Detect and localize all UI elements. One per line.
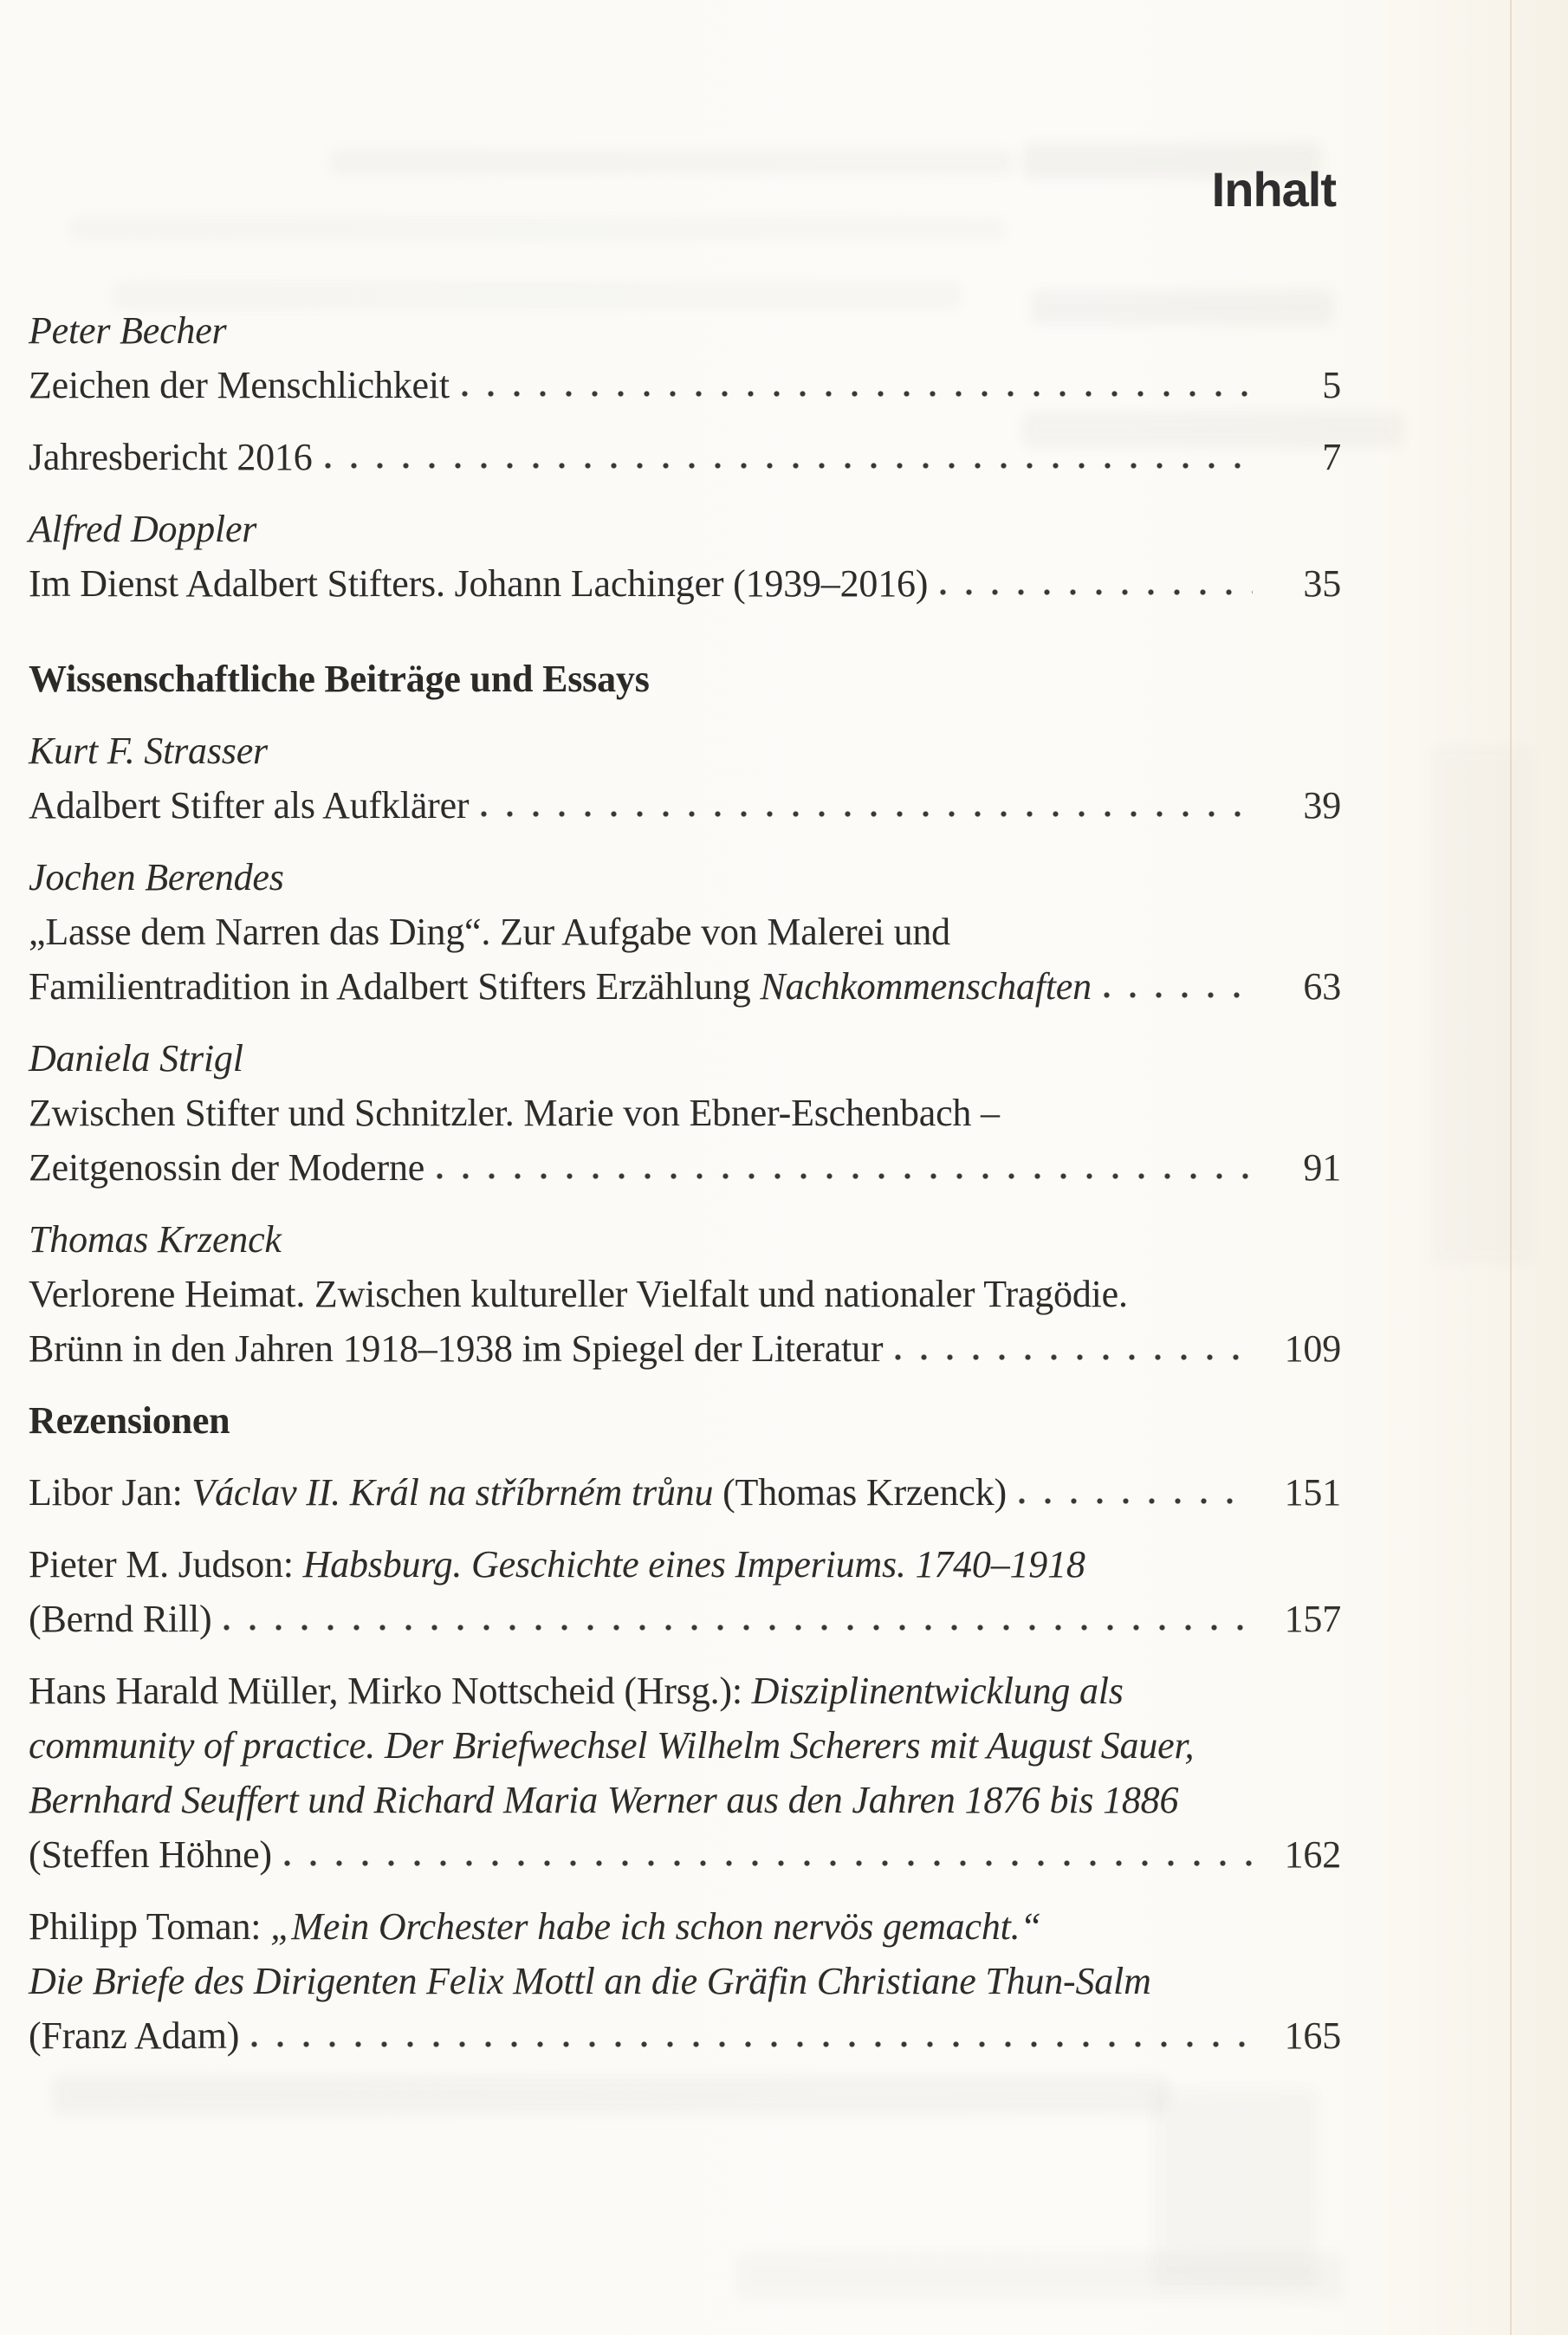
entry-reviewer: (Bernd Rill) (29, 1598, 212, 1640)
entry-continuation (29, 1899, 1341, 1954)
dot-leader (224, 1624, 1253, 1631)
toc-entry (29, 2008, 1341, 2063)
toc-entry (29, 1592, 1341, 1646)
author-line (29, 502, 1341, 556)
toc-entry (29, 959, 1341, 1014)
entry-title-italic: Nachkommenschaften (760, 965, 1092, 1008)
author-line (29, 723, 1341, 778)
section-heading-text: Wissenschaftliche Beiträge und Essays (29, 658, 650, 700)
bleed-through-smudge (52, 2075, 1170, 2115)
entry-title-italic: community of practice. Der Briefwechsel Wilhelm Scherers mit August Sauer, (29, 1724, 1195, 1767)
bleed-through-smudge (1152, 2088, 1317, 2287)
entry-continuation (29, 1537, 1341, 1592)
page-number: 63 (1303, 965, 1341, 1008)
entry-title-italic: Habsburg. Geschichte eines Imperiums. 1740–1918 (302, 1543, 1085, 1586)
page-number: 109 (1284, 1327, 1341, 1370)
toc-entry (29, 1827, 1341, 1882)
entry-continuation (29, 1773, 1341, 1827)
toc-entry (29, 358, 1341, 412)
entry-title-italic: Die Briefe des Dirigenten Felix Mottl an die Gräfin Christiane Thun-Salm (29, 1960, 1151, 2002)
toc-entry (29, 556, 1341, 611)
author-line (29, 1031, 1341, 1086)
entry-title: Philipp Toman: (29, 1905, 271, 1948)
bleed-through-smudge (736, 2253, 1343, 2300)
dot-leader (940, 588, 1253, 596)
author-line (29, 1212, 1341, 1267)
page-number: 91 (1303, 1146, 1341, 1189)
toc-entry (29, 430, 1341, 484)
entry-title: Hans Harald Müller, Mirko Nottscheid (Hrsg.): (29, 1670, 752, 1712)
entry-title-italic: „Mein Orchester habe ich schon nervös gemacht.“ (270, 1905, 1041, 1948)
dot-leader (895, 1353, 1253, 1361)
toc-entry (29, 778, 1341, 833)
entry-reviewer: (Franz Adam) (29, 2014, 240, 2057)
page-number: 39 (1303, 784, 1341, 827)
dot-leader (325, 462, 1253, 470)
entry-title-italic: Václav II. Král na stříbrném trůnu (191, 1471, 714, 1514)
entry-title: Brünn in den Jahren 1918–1938 im Spiegel der Literatur (29, 1327, 884, 1370)
dot-leader (1019, 1497, 1253, 1505)
page-number: 162 (1284, 1833, 1341, 1876)
entry-title-italic: Bernhard Seuffert und Richard Maria Werner aus den Jahren 1876 bis 1886 (29, 1779, 1179, 1821)
page-title: Inhalt (1211, 162, 1336, 217)
dot-leader (462, 390, 1253, 398)
entry-reviewer: (Steffen Höhne) (29, 1833, 272, 1876)
entry-title: Jahresbericht 2016 (29, 436, 313, 478)
page-number: 151 (1284, 1471, 1341, 1514)
entry-continuation (29, 1954, 1341, 2008)
page-number: 157 (1284, 1598, 1341, 1640)
dot-leader (481, 810, 1253, 818)
entry-title: Adalbert Stifter als Aufklärer (29, 784, 470, 827)
section-heading (29, 652, 1341, 706)
section-heading-text: Rezensionen (29, 1399, 230, 1442)
dot-leader (284, 1859, 1253, 1867)
toc-content (29, 162, 1341, 2063)
entry-title: „Lasse dem Narren das Ding“. Zur Aufgabe von Malerei und (29, 911, 950, 953)
entry-title-italic: Disziplinentwicklung als (751, 1670, 1124, 1712)
entry-title: Zeichen der Menschlichkeit (29, 364, 450, 406)
entry-continuation (29, 905, 1341, 959)
author-line (29, 850, 1341, 905)
toc-entry (29, 1321, 1341, 1376)
author-name: Daniela Strigl (29, 1037, 243, 1080)
entry-title: Libor Jan: (29, 1471, 192, 1514)
page-number: 7 (1322, 436, 1341, 478)
entry-continuation (29, 1086, 1341, 1140)
author-line (29, 303, 1341, 358)
author-name: Thomas Krzenck (29, 1218, 282, 1261)
toc-entry (29, 1465, 1341, 1520)
entry-title: Familientradition in Adalbert Stifters Erzählung (29, 965, 761, 1008)
entry-continuation (29, 1664, 1341, 1718)
author-name: Kurt F. Strasser (29, 730, 268, 772)
dot-leader (437, 1172, 1253, 1180)
entry-title: Verlorene Heimat. Zwischen kultureller Vielfalt und nationaler Tragödie. (29, 1273, 1128, 1315)
page-number: 165 (1284, 2014, 1341, 2057)
page-number: 35 (1303, 562, 1341, 605)
author-name: Alfred Doppler (29, 508, 257, 550)
bleed-through-smudge (1429, 745, 1533, 1265)
entry-reviewer: (Thomas Krzenck) (713, 1471, 1007, 1514)
entry-title: Zwischen Stifter und Schnitzler. Marie von Ebner-Eschenbach – (29, 1092, 1000, 1134)
entry-title: Pieter M. Judson: (29, 1543, 303, 1586)
entry-continuation (29, 1267, 1341, 1321)
entry-title: Zeitgenossin der Moderne (29, 1146, 425, 1189)
section-heading (29, 1393, 1341, 1448)
entry-title: Im Dienst Adalbert Stifters. Johann Lachinger (1939–2016) (29, 562, 929, 605)
toc-entry (29, 1140, 1341, 1195)
page-number: 5 (1322, 364, 1341, 406)
page-crease (1510, 0, 1512, 2335)
dot-leader (251, 2040, 1253, 2048)
entry-continuation (29, 1718, 1341, 1773)
author-name: Peter Becher (29, 309, 227, 352)
dot-leader (1104, 991, 1253, 999)
author-name: Jochen Berendes (29, 856, 284, 898)
